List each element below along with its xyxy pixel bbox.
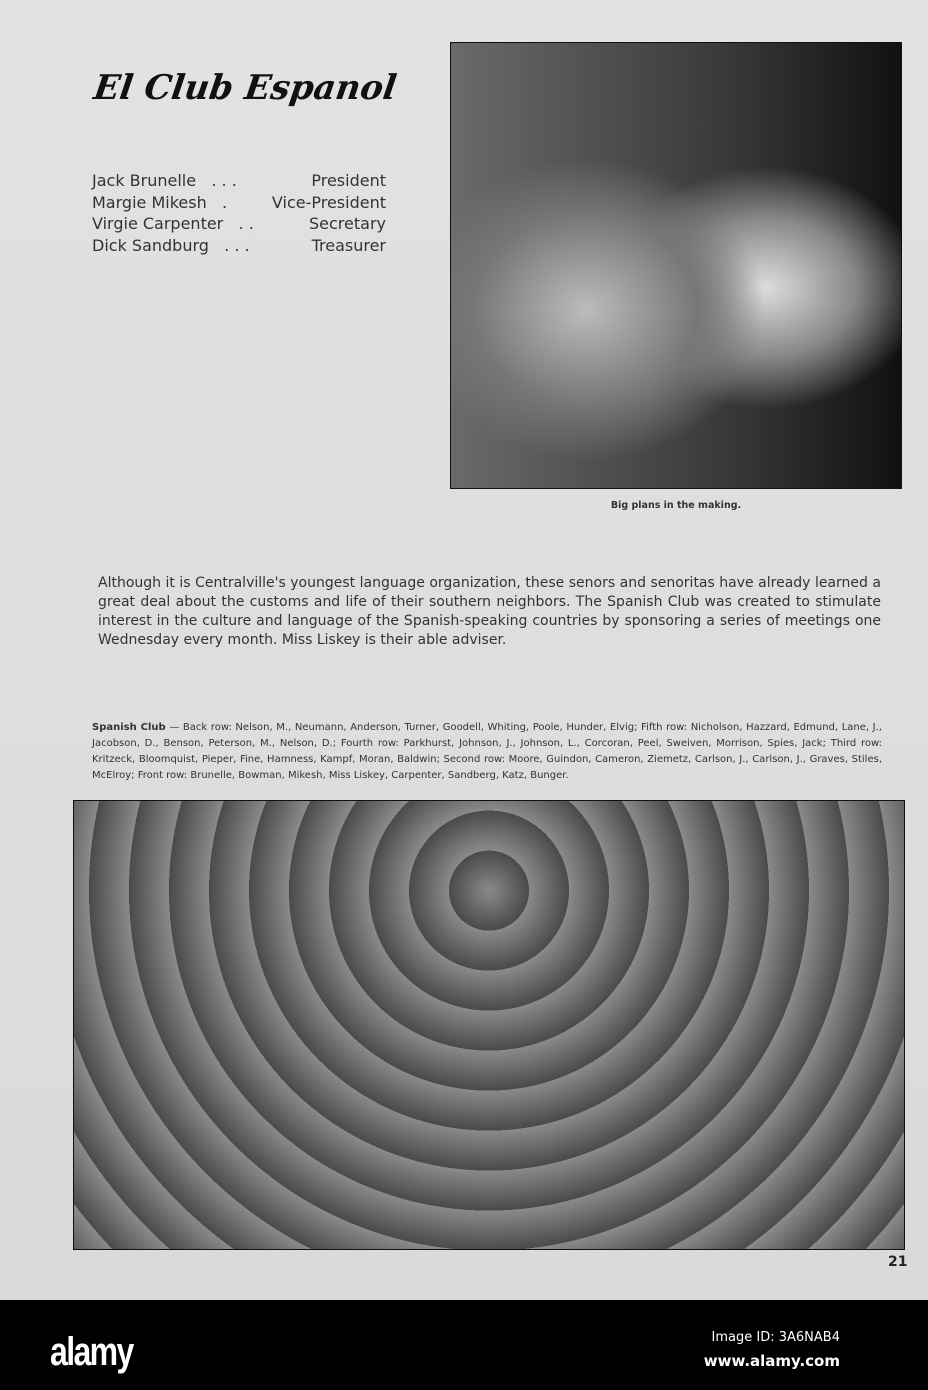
- officer-row: [92, 170, 386, 192]
- officer-row: [92, 213, 386, 235]
- members-list: — Back row: Nelson, M., Neumann, Anderson, Turner, Goodell, Whiting, Poole, Hunder, Elvig; Fifth row: Nicholson, Hazzard, Edmund, Lane, J., Jacobson, D., Benson, Peterson, M., Nelson, D.; Fourth row: Parkhurst, Johnson, J., Johnson, L., Corcoran, Peel, Sweiven, Morrison, Spies, Jack; Third row: Kritzeck, Bloomquist, Pieper, Fine, Hamness, Kampf, Moran, Baldwin; Second row: Moore, Guindon, Cameron, Ziemetz, Carlson, J., Carlson, J., Graves, Stiles, McElroy; Front row: Brunelle, Bowman, Mikesh, Miss Liskey, Carpenter, Sandberg, Katz, Bunger.: [92, 722, 882, 781]
- watermark-url: www.alamy.com: [703, 1352, 840, 1370]
- page-number: 21: [888, 1254, 908, 1270]
- photo-caption: Big plans in the making.: [610, 500, 742, 511]
- officer-row: [92, 235, 386, 257]
- leader-dots: . .: [238, 214, 254, 233]
- officer-name: Virgie Carpenter: [92, 214, 224, 233]
- officer-role: Vice-President: [271, 192, 386, 212]
- officer-name: Dick Sandburg: [92, 235, 209, 255]
- leader-dots: . . .: [224, 235, 250, 255]
- officer-role: Secretary: [309, 214, 386, 233]
- group-photo: [73, 800, 905, 1250]
- image-id: Image ID: 3A6NAB4: [711, 1330, 840, 1345]
- officers-photo: [450, 42, 902, 489]
- page-title: El Club Espanol: [91, 68, 399, 108]
- officer-role: President: [311, 171, 386, 190]
- members-caption: [92, 720, 882, 784]
- alamy-logo: alamy: [50, 1330, 133, 1374]
- officer-role: Treasurer: [311, 235, 386, 255]
- leader-dots: .: [221, 192, 228, 212]
- club-description: Although it is Centralville's youngest language organization, these senors and senoritas have already learned a great deal about the customs and life of their southern neighbors. The Spanish Club was created to stimulate interest in the culture and language of the Spanish-speaking countries by sponsoring a series of meetings one Wednesday every month. Miss Liskey is their able adviser.: [98, 575, 881, 648]
- officers-list: [92, 170, 386, 256]
- watermark-bar: [0, 1300, 928, 1390]
- members-label: Spanish Club: [92, 722, 166, 733]
- officer-name: Jack Brunelle: [92, 171, 197, 190]
- leader-dots: . . .: [211, 171, 237, 190]
- officer-name: Margie Mikesh: [92, 192, 207, 212]
- officer-row: [92, 192, 386, 214]
